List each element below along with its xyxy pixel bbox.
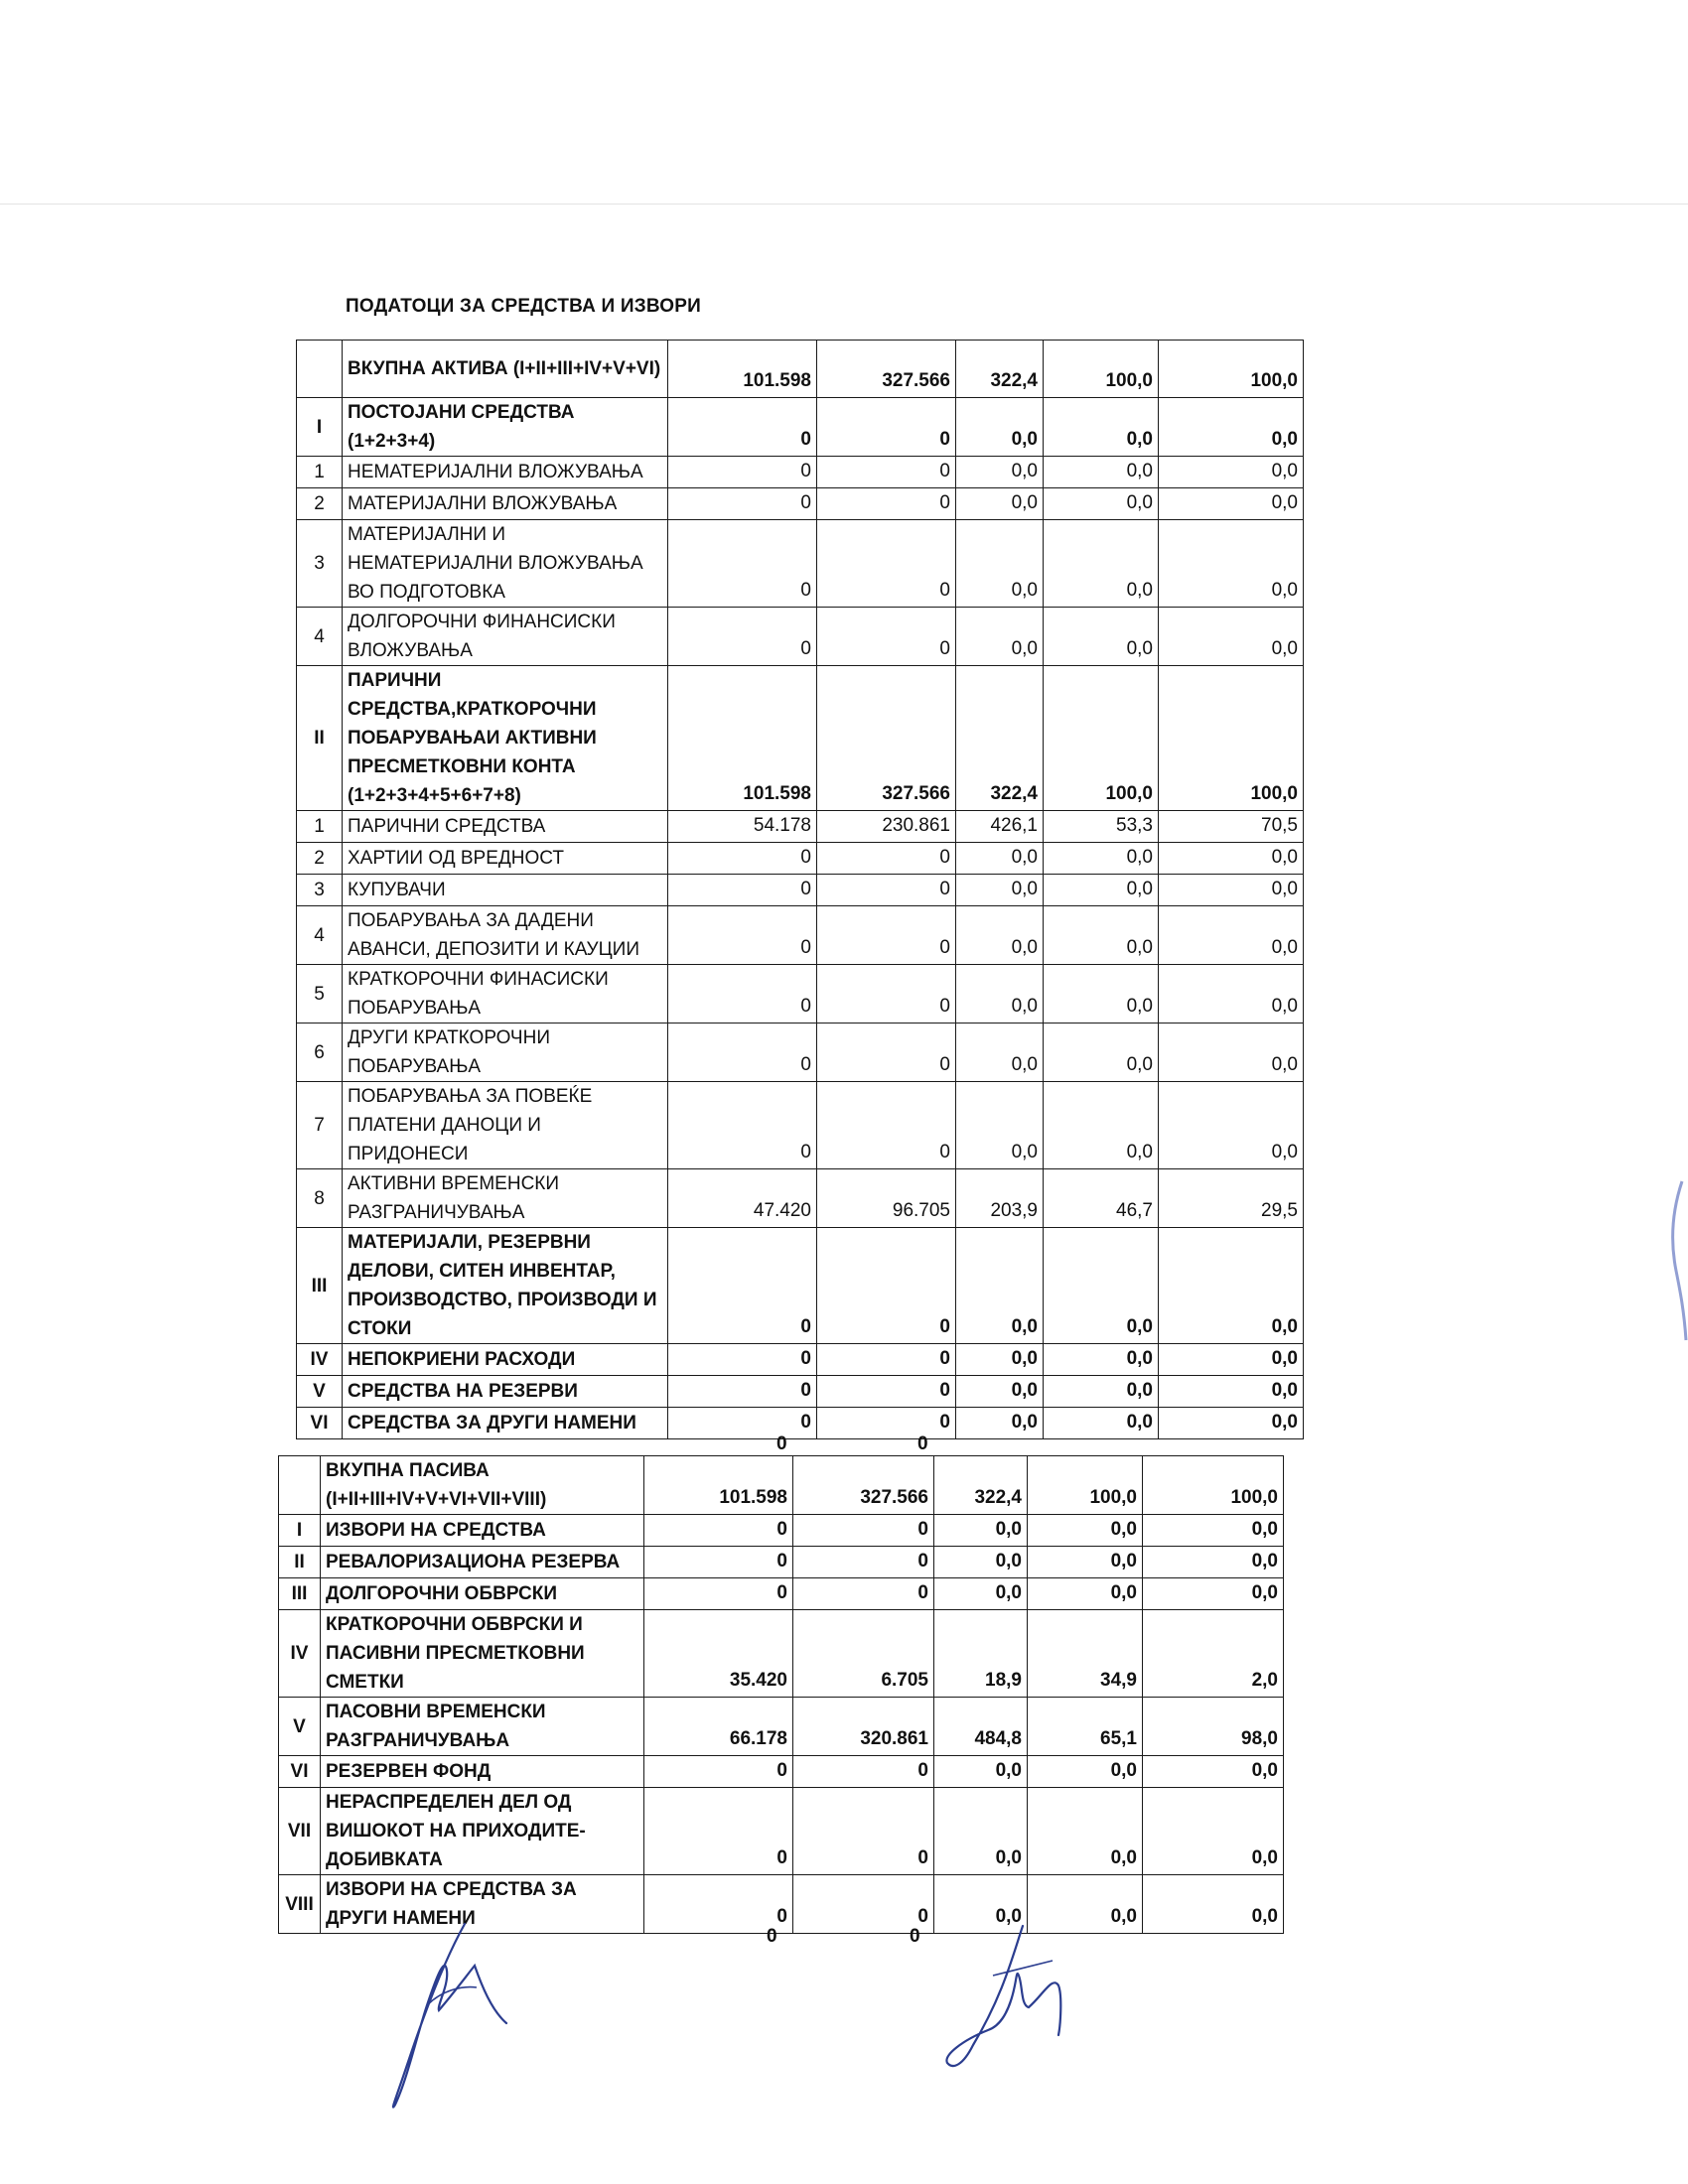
value-col-1-cell: 66.178 — [644, 1698, 793, 1756]
row-label-cell: ИЗВОРИ НА СРЕДСТВА ЗА ДРУГИ НАМЕНИ — [321, 1875, 644, 1934]
row-label-cell: РЕЗЕРВЕН ФОНД — [321, 1756, 644, 1788]
value-col-2-cell: 0 — [817, 965, 956, 1024]
value-col-5-cell: 0,0 — [1159, 965, 1304, 1024]
value-col-5-cell: 0,0 — [1159, 906, 1304, 965]
signature-left — [367, 1916, 556, 2115]
value-col-3-cell: 0,0 — [934, 1875, 1028, 1934]
value-col-4-cell: 46,7 — [1044, 1169, 1159, 1228]
value-col-5-cell: 0,0 — [1143, 1578, 1284, 1610]
value-col-2-cell: 96.705 — [817, 1169, 956, 1228]
value-col-5-cell: 0,0 — [1159, 488, 1304, 520]
value-col-2-cell: 0 — [817, 520, 956, 608]
value-col-3-cell: 0,0 — [956, 1376, 1044, 1408]
value-col-1-cell: 0 — [668, 1082, 817, 1169]
table-row — [297, 906, 1304, 965]
value-col-1-cell: 0 — [668, 1376, 817, 1408]
row-number-cell: 8 — [297, 1169, 343, 1228]
row-number-cell: IV — [297, 1344, 343, 1376]
value-col-1-cell: 0 — [668, 1228, 817, 1344]
row-number-cell: 3 — [297, 520, 343, 608]
value-col-5-cell: 0,0 — [1143, 1547, 1284, 1578]
value-col-2-cell: 0 — [817, 457, 956, 488]
value-col-4-cell: 0,0 — [1044, 457, 1159, 488]
table-row — [297, 457, 1304, 488]
row-label-cell: ВКУПНА ПАСИВА (I+II+III+IV+V+VI+VII+VIII) — [321, 1456, 644, 1515]
row-number-cell: 2 — [297, 843, 343, 875]
value-col-3-cell: 0,0 — [956, 875, 1044, 906]
row-number-cell: I — [297, 398, 343, 457]
row-number-cell: V — [297, 1376, 343, 1408]
row-number-cell: 4 — [297, 608, 343, 666]
value-col-2-cell: 0 — [793, 1578, 934, 1610]
value-col-5-cell: 0,0 — [1159, 398, 1304, 457]
value-col-2-cell: 0 — [793, 1756, 934, 1788]
signature-right — [933, 1916, 1112, 2085]
value-col-2-cell: 0 — [793, 1875, 934, 1934]
value-col-1-cell: 0 — [668, 398, 817, 457]
value-col-5-cell: 0,0 — [1159, 1024, 1304, 1082]
assets-below-c2: 0 — [917, 1433, 928, 1454]
row-number-cell: II — [297, 666, 343, 811]
value-col-2-cell: 0 — [793, 1515, 934, 1547]
value-col-2-cell: 320.861 — [793, 1698, 934, 1756]
value-col-1-cell: 0 — [668, 608, 817, 666]
value-col-2-cell: 0 — [817, 843, 956, 875]
row-number-cell: VII — [279, 1788, 321, 1875]
value-col-5-cell: 0,0 — [1159, 843, 1304, 875]
value-col-1-cell: 35.420 — [644, 1610, 793, 1698]
row-label-cell: ДОЛГОРОЧНИ ФИНАНСИСКИ ВЛОЖУВАЊА — [343, 608, 668, 666]
row-number-cell: III — [297, 1228, 343, 1344]
value-col-4-cell: 0,0 — [1044, 1024, 1159, 1082]
value-col-2-cell: 6.705 — [793, 1610, 934, 1698]
row-number-cell: VI — [279, 1756, 321, 1788]
value-col-4-cell: 0,0 — [1028, 1788, 1143, 1875]
value-col-5-cell: 100,0 — [1143, 1456, 1284, 1515]
value-col-1-cell: 101.598 — [644, 1456, 793, 1515]
value-col-4-cell: 0,0 — [1044, 965, 1159, 1024]
value-col-1-cell: 54.178 — [668, 811, 817, 843]
value-col-1-cell: 0 — [668, 1408, 817, 1439]
value-col-4-cell: 0,0 — [1028, 1547, 1143, 1578]
value-col-3-cell: 0,0 — [934, 1578, 1028, 1610]
value-col-3-cell: 426,1 — [956, 811, 1044, 843]
table-row — [297, 1082, 1304, 1169]
table-row — [297, 965, 1304, 1024]
value-col-4-cell: 0,0 — [1044, 520, 1159, 608]
value-col-2-cell: 0 — [817, 1082, 956, 1169]
table-row — [297, 843, 1304, 875]
value-col-3-cell: 0,0 — [956, 457, 1044, 488]
row-label-cell: НЕПОКРИЕНИ РАСХОДИ — [343, 1344, 668, 1376]
value-col-3-cell: 0,0 — [956, 520, 1044, 608]
value-col-1-cell: 47.420 — [668, 1169, 817, 1228]
value-col-3-cell: 0,0 — [956, 398, 1044, 457]
value-col-1-cell: 0 — [644, 1788, 793, 1875]
value-col-4-cell: 0,0 — [1044, 1344, 1159, 1376]
value-col-1-cell: 0 — [668, 520, 817, 608]
value-col-3-cell: 0,0 — [934, 1547, 1028, 1578]
table-row — [279, 1610, 1284, 1698]
value-col-4-cell: 0,0 — [1044, 906, 1159, 965]
value-col-2-cell: 0 — [817, 488, 956, 520]
row-label-cell: МАТЕРИЈАЛНИ ВЛОЖУВАЊА — [343, 488, 668, 520]
value-col-4-cell: 0,0 — [1044, 875, 1159, 906]
value-col-1-cell: 0 — [668, 965, 817, 1024]
row-number-cell: II — [279, 1547, 321, 1578]
table-row — [297, 1408, 1304, 1439]
value-col-2-cell: 0 — [817, 398, 956, 457]
value-col-2-cell: 327.566 — [817, 666, 956, 811]
row-number-cell: III — [279, 1578, 321, 1610]
row-label-cell: КРАТКОРОЧНИ ОБВРСКИ И ПАСИВНИ ПРЕСМЕТКОВНИ СМЕТКИ — [321, 1610, 644, 1698]
scan-artifact-line — [0, 204, 1688, 205]
value-col-1-cell: 0 — [644, 1547, 793, 1578]
table-row — [297, 1228, 1304, 1344]
value-col-3-cell: 484,8 — [934, 1698, 1028, 1756]
value-col-1-cell: 0 — [644, 1875, 793, 1934]
row-number-cell: 1 — [297, 457, 343, 488]
value-col-1-cell: 0 — [668, 875, 817, 906]
value-col-4-cell: 100,0 — [1028, 1456, 1143, 1515]
value-col-3-cell: 0,0 — [956, 843, 1044, 875]
value-col-4-cell: 0,0 — [1028, 1756, 1143, 1788]
row-number-cell: 1 — [297, 811, 343, 843]
table-row — [297, 1024, 1304, 1082]
row-label-cell: ПОСТОЈАНИ СРЕДСТВА (1+2+3+4) — [343, 398, 668, 457]
value-col-3-cell: 0,0 — [934, 1515, 1028, 1547]
value-col-2-cell: 0 — [817, 906, 956, 965]
value-col-1-cell: 0 — [644, 1578, 793, 1610]
table-row — [297, 1344, 1304, 1376]
value-col-3-cell: 0,0 — [956, 1024, 1044, 1082]
value-col-4-cell: 34,9 — [1028, 1610, 1143, 1698]
table-row — [279, 1756, 1284, 1788]
row-label-cell: ПАРИЧНИ СРЕДСТВА,КРАТКОРОЧНИ ПОБАРУВАЊАИ АКТИВНИ ПРЕСМЕТКОВНИ КОНТА (1+2+3+4+5+6+7+8) — [343, 666, 668, 811]
value-col-4-cell: 0,0 — [1044, 488, 1159, 520]
row-number-cell: 6 — [297, 1024, 343, 1082]
row-number-cell: I — [279, 1515, 321, 1547]
value-col-4-cell: 65,1 — [1028, 1698, 1143, 1756]
value-col-2-cell: 0 — [793, 1788, 934, 1875]
value-col-2-cell: 0 — [817, 1376, 956, 1408]
value-col-4-cell: 0,0 — [1044, 1376, 1159, 1408]
row-label-cell: КУПУВАЧИ — [343, 875, 668, 906]
value-col-4-cell: 0,0 — [1044, 843, 1159, 875]
value-col-4-cell: 0,0 — [1028, 1515, 1143, 1547]
value-col-5-cell: 0,0 — [1159, 520, 1304, 608]
value-col-1-cell: 101.598 — [668, 341, 817, 398]
table-row — [279, 1547, 1284, 1578]
value-col-3-cell: 0,0 — [956, 608, 1044, 666]
row-label-cell: СРЕДСТВА ЗА ДРУГИ НАМЕНИ — [343, 1408, 668, 1439]
value-col-5-cell: 100,0 — [1159, 666, 1304, 811]
row-label-cell: ПОБАРУВАЊА ЗА ПОВЕЌЕ ПЛАТЕНИ ДАНОЦИ И ПРИДОНЕСИ — [343, 1082, 668, 1169]
row-number-cell — [297, 341, 343, 398]
row-label-cell: ПОБАРУВАЊА ЗА ДАДЕНИ АВАНСИ, ДЕПОЗИТИ И КАУЦИИ — [343, 906, 668, 965]
value-col-1-cell: 0 — [668, 457, 817, 488]
row-number-cell: 2 — [297, 488, 343, 520]
value-col-4-cell: 0,0 — [1028, 1875, 1143, 1934]
value-col-4-cell: 0,0 — [1044, 398, 1159, 457]
stamp-edge-mark — [1668, 1181, 1688, 1340]
value-col-2-cell: 0 — [817, 1228, 956, 1344]
row-label-cell: МАТЕРИЈАЛНИ И НЕМАТЕРИЈАЛНИ ВЛОЖУВАЊА ВО ПОДГОТОВКА — [343, 520, 668, 608]
value-col-3-cell: 0,0 — [956, 965, 1044, 1024]
value-col-4-cell: 0,0 — [1028, 1578, 1143, 1610]
row-number-cell: VI — [297, 1408, 343, 1439]
liabilities-table-body — [279, 1456, 1284, 1934]
value-col-5-cell: 0,0 — [1159, 1408, 1304, 1439]
value-col-1-cell: 101.598 — [668, 666, 817, 811]
value-col-2-cell: 327.566 — [793, 1456, 934, 1515]
assets-table-body — [297, 341, 1304, 1439]
table-row — [297, 398, 1304, 457]
value-col-3-cell: 18,9 — [934, 1610, 1028, 1698]
value-col-4-cell: 100,0 — [1044, 666, 1159, 811]
value-col-3-cell: 0,0 — [956, 1228, 1044, 1344]
row-label-cell: ВКУПНА АКТИВА (I+II+III+IV+V+VI) — [343, 341, 668, 398]
table-row — [297, 608, 1304, 666]
row-label-cell: МАТЕРИЈАЛИ, РЕЗЕРВНИ ДЕЛОВИ, СИТЕН ИНВЕНТАР, ПРОИЗВОДСТВО, ПРОИЗВОДИ И СТОКИ — [343, 1228, 668, 1344]
table-row — [297, 666, 1304, 811]
row-label-cell: НЕРАСПРЕДЕЛЕН ДЕЛ ОД ВИШОКОТ НА ПРИХОДИТЕ-ДОБИВКАТА — [321, 1788, 644, 1875]
value-col-1-cell: 0 — [668, 1344, 817, 1376]
row-number-cell — [279, 1456, 321, 1515]
value-col-5-cell: 70,5 — [1159, 811, 1304, 843]
row-number-cell: 4 — [297, 906, 343, 965]
value-col-3-cell: 0,0 — [956, 1344, 1044, 1376]
value-col-1-cell: 0 — [668, 488, 817, 520]
value-col-5-cell: 0,0 — [1143, 1515, 1284, 1547]
value-col-5-cell: 0,0 — [1159, 1376, 1304, 1408]
row-label-cell: ПАРИЧНИ СРЕДСТВА — [343, 811, 668, 843]
value-col-2-cell: 327.566 — [817, 341, 956, 398]
table-row — [297, 488, 1304, 520]
value-col-2-cell: 0 — [817, 875, 956, 906]
value-col-5-cell: 0,0 — [1143, 1875, 1284, 1934]
value-col-2-cell: 0 — [817, 1408, 956, 1439]
row-number-cell: 7 — [297, 1082, 343, 1169]
value-col-4-cell: 53,3 — [1044, 811, 1159, 843]
value-col-5-cell: 0,0 — [1159, 875, 1304, 906]
row-label-cell: ИЗВОРИ НА СРЕДСТВА — [321, 1515, 644, 1547]
table-row — [279, 1515, 1284, 1547]
table-row — [297, 1169, 1304, 1228]
value-col-5-cell: 0,0 — [1159, 1082, 1304, 1169]
row-number-cell: 3 — [297, 875, 343, 906]
value-col-4-cell: 0,0 — [1044, 1228, 1159, 1344]
value-col-1-cell: 0 — [668, 1024, 817, 1082]
value-col-5-cell: 0,0 — [1143, 1788, 1284, 1875]
table-row — [297, 520, 1304, 608]
value-col-3-cell: 0,0 — [956, 1408, 1044, 1439]
value-col-5-cell: 0,0 — [1143, 1756, 1284, 1788]
row-number-cell: 5 — [297, 965, 343, 1024]
value-col-2-cell: 0 — [817, 1344, 956, 1376]
liabilities-below-c1: 0 — [767, 1926, 777, 1947]
value-col-3-cell: 0,0 — [956, 488, 1044, 520]
value-col-5-cell: 2,0 — [1143, 1610, 1284, 1698]
value-col-2-cell: 230.861 — [817, 811, 956, 843]
table-row — [279, 1788, 1284, 1875]
value-col-1-cell: 0 — [644, 1756, 793, 1788]
table-row — [297, 811, 1304, 843]
table-row — [279, 1698, 1284, 1756]
value-col-5-cell: 100,0 — [1159, 341, 1304, 398]
value-col-2-cell: 0 — [817, 608, 956, 666]
table-row — [279, 1456, 1284, 1515]
value-col-3-cell: 322,4 — [956, 666, 1044, 811]
value-col-3-cell: 322,4 — [956, 341, 1044, 398]
value-col-4-cell: 0,0 — [1044, 608, 1159, 666]
value-col-3-cell: 322,4 — [934, 1456, 1028, 1515]
table-row — [279, 1578, 1284, 1610]
value-col-5-cell: 0,0 — [1159, 1344, 1304, 1376]
row-number-cell: IV — [279, 1610, 321, 1698]
value-col-3-cell: 0,0 — [956, 1082, 1044, 1169]
page-title: ПОДАТОЦИ ЗА СРЕДСТВА И ИЗВОРИ — [346, 296, 702, 317]
liabilities-below-c2: 0 — [910, 1926, 920, 1947]
value-col-3-cell: 203,9 — [956, 1169, 1044, 1228]
value-col-1-cell: 0 — [668, 906, 817, 965]
row-number-cell: VIII — [279, 1875, 321, 1934]
value-col-5-cell: 0,0 — [1159, 1228, 1304, 1344]
table-row — [297, 1376, 1304, 1408]
row-label-cell: ДРУГИ КРАТКОРОЧНИ ПОБАРУВАЊА — [343, 1024, 668, 1082]
table-row — [297, 875, 1304, 906]
row-label-cell: ХАРТИИ ОД ВРЕДНОСТ — [343, 843, 668, 875]
row-label-cell: РЕВАЛОРИЗАЦИОНА РЕЗЕРВА — [321, 1547, 644, 1578]
row-number-cell: V — [279, 1698, 321, 1756]
row-label-cell: ПАСОВНИ ВРЕМЕНСКИ РАЗГРАНИЧУВАЊА — [321, 1698, 644, 1756]
liabilities-table — [278, 1455, 1284, 1934]
assets-below-c1: 0 — [776, 1433, 787, 1454]
value-col-3-cell: 0,0 — [956, 906, 1044, 965]
value-col-3-cell: 0,0 — [934, 1756, 1028, 1788]
value-col-4-cell: 100,0 — [1044, 341, 1159, 398]
value-col-2-cell: 0 — [793, 1547, 934, 1578]
row-label-cell: ДОЛГОРОЧНИ ОБВРСКИ — [321, 1578, 644, 1610]
value-col-5-cell: 98,0 — [1143, 1698, 1284, 1756]
value-col-2-cell: 0 — [817, 1024, 956, 1082]
value-col-4-cell: 0,0 — [1044, 1082, 1159, 1169]
value-col-5-cell: 0,0 — [1159, 608, 1304, 666]
row-label-cell: СРЕДСТВА НА РЕЗЕРВИ — [343, 1376, 668, 1408]
row-label-cell: НЕМАТЕРИЈАЛНИ ВЛОЖУВАЊА — [343, 457, 668, 488]
row-label-cell: КРАТКОРОЧНИ ФИНАСИСКИ ПОБАРУВАЊА — [343, 965, 668, 1024]
value-col-4-cell: 0,0 — [1044, 1408, 1159, 1439]
table-row — [297, 341, 1304, 398]
value-col-1-cell: 0 — [668, 843, 817, 875]
value-col-5-cell: 29,5 — [1159, 1169, 1304, 1228]
value-col-1-cell: 0 — [644, 1515, 793, 1547]
value-col-3-cell: 0,0 — [934, 1788, 1028, 1875]
value-col-5-cell: 0,0 — [1159, 457, 1304, 488]
assets-table — [296, 340, 1304, 1439]
row-label-cell: АКТИВНИ ВРЕМЕНСКИ РАЗГРАНИЧУВАЊА — [343, 1169, 668, 1228]
